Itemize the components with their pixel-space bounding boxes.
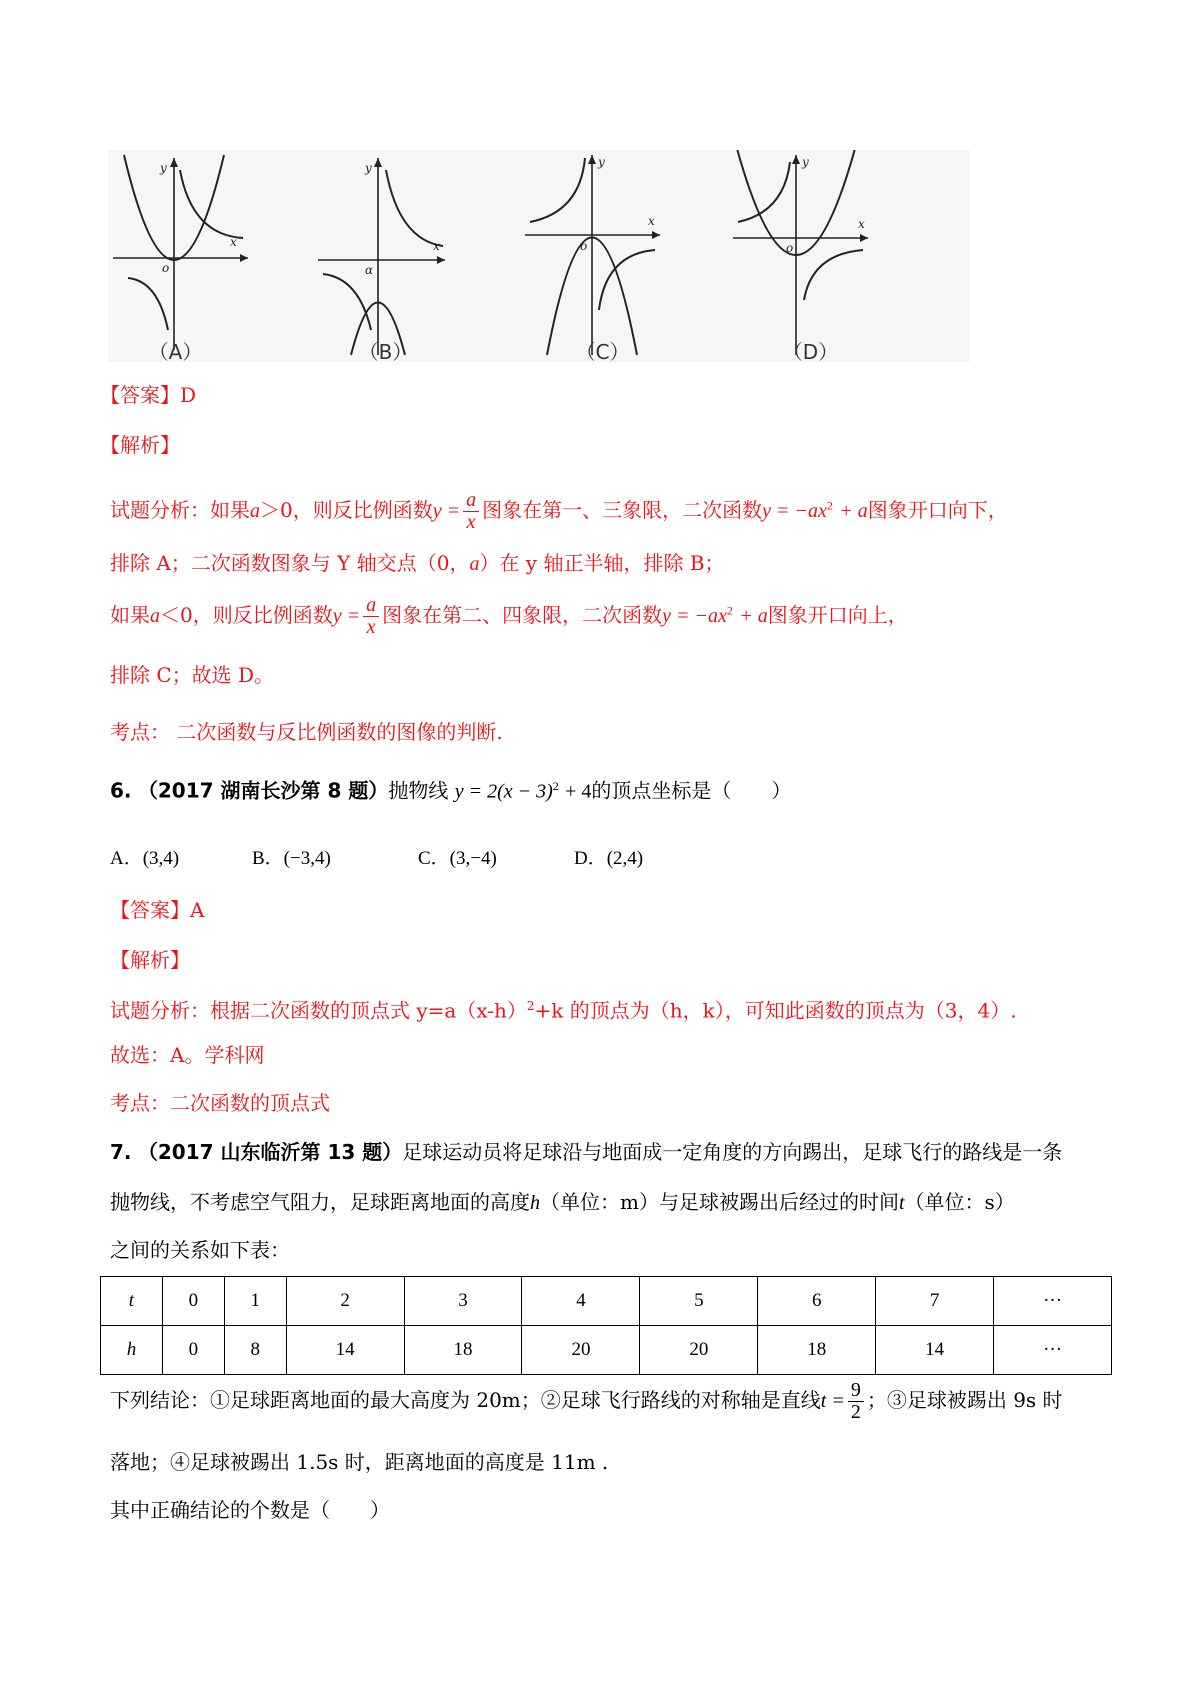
numerator: 9 — [848, 1380, 864, 1402]
table-cell: 8 — [224, 1326, 286, 1375]
numerator: a — [463, 490, 479, 512]
q7-stem-line-3: 之间的关系如下表： — [110, 1238, 290, 1262]
q5-analysis-line-4: 排除 C；故选 D。 — [110, 663, 275, 687]
expr: y = −ax — [762, 500, 827, 522]
y-axis-label: y — [598, 155, 605, 169]
table-cell: 0 — [162, 1326, 224, 1375]
x-axis-label: x — [230, 235, 237, 249]
text: ；③足球被踢出 9s 时 — [866, 1388, 1063, 1412]
expr: + 4 — [565, 780, 592, 803]
height-time-table — [100, 1276, 1112, 1375]
text: （单位：m）与足球被踢出后经过的时间 — [540, 1190, 899, 1214]
q6-option-b[interactable]: B．(−3,4) — [252, 848, 331, 869]
x-axis-label: x — [433, 239, 440, 253]
q6-stem — [110, 780, 791, 802]
text: （单位：s） — [904, 1190, 1015, 1214]
origin-label: o — [580, 239, 588, 253]
var-a: a — [469, 553, 480, 575]
exponent: 2 — [826, 498, 833, 513]
q7-question: 其中正确结论的个数是（ ） — [110, 1498, 390, 1522]
q7-stem-line-1 — [110, 1142, 1062, 1162]
answer-label: 【答案】 — [100, 383, 180, 407]
expr: y = — [332, 605, 361, 627]
graph-d — [728, 150, 943, 362]
text: 排除 A；二次函数图象与 Y 轴交点（0， — [110, 551, 470, 575]
denominator: x — [466, 511, 476, 533]
graph-a-label: （A） — [148, 340, 203, 364]
question-number: 7. — [110, 1140, 132, 1164]
q5-analysis-line-3 — [110, 595, 908, 638]
table-cell: 2 — [286, 1277, 404, 1326]
y-axis-label: y — [160, 161, 167, 175]
graph-b — [313, 150, 528, 362]
exponent: 2 — [552, 779, 559, 793]
text: ＜0，则反比例函数 — [160, 603, 333, 627]
table-cell: 20 — [522, 1326, 640, 1375]
expr: + a — [839, 500, 868, 522]
q5-analysis-line-1 — [110, 490, 1008, 538]
table-cell: 20 — [640, 1326, 758, 1375]
text: 图象开口向上， — [767, 603, 908, 627]
expr: y = — [432, 500, 461, 522]
q6-option-c[interactable]: C．(3,−4) — [418, 848, 497, 869]
text: 图象在第二、四象限，二次函数 — [382, 603, 663, 627]
graph-b-plot — [313, 150, 528, 362]
table-row-h — [101, 1326, 1112, 1375]
q6-option-d[interactable]: D．(2,4) — [574, 848, 644, 869]
text: 试题分析：根据二次函数的顶点式 y=a（x-h） — [110, 998, 527, 1023]
x-axis-label: x — [858, 217, 865, 231]
text: 的顶点坐标是（ ） — [591, 778, 792, 803]
graph-d-label: （D） — [782, 340, 839, 364]
q6-analysis — [110, 1000, 1017, 1021]
q6-option-a[interactable]: A．(3,4) — [110, 848, 180, 869]
var-h: h — [530, 1192, 540, 1214]
denominator: x — [366, 616, 376, 638]
expr: y = 2(x − 3) — [454, 780, 553, 803]
table-cell: 6 — [758, 1277, 876, 1326]
graph-a — [108, 150, 323, 362]
table-cell: 18 — [758, 1326, 876, 1375]
q6-analysis-label: 【解析】 — [110, 948, 190, 972]
graph-a-plot — [108, 150, 323, 362]
question-source: （2017 湖南长沙第 8 题） — [137, 778, 389, 803]
var-a: a — [150, 605, 160, 627]
graph-b-label: （B） — [358, 340, 413, 364]
text: 试题分析：如果 — [110, 498, 250, 522]
expr: t = — [820, 1390, 845, 1412]
table-cell: 14 — [876, 1326, 994, 1375]
var-a: a — [250, 500, 260, 522]
q7-stem-line-2 — [110, 1192, 1015, 1213]
table-cell: t — [101, 1277, 163, 1326]
table-cell: 0 — [162, 1277, 224, 1326]
text: 如果 — [110, 603, 150, 627]
fraction-a-over-x — [363, 595, 379, 638]
q7-conclusions-line-1 — [110, 1380, 1063, 1423]
origin-label: α — [365, 263, 374, 277]
text: 抛物线 — [388, 778, 449, 803]
table-cell: ··· — [994, 1326, 1112, 1375]
table-cell: 3 — [404, 1277, 522, 1326]
graph-c-label: （C） — [575, 340, 630, 364]
origin-label: o — [786, 241, 794, 255]
text: 下列结论：①足球距离地面的最大高度为 20m；②足球飞行路线的对称轴是直线 — [110, 1388, 821, 1412]
text: 足球运动员将足球沿与地面成一定角度的方向踢出，足球飞行的路线是一条 — [402, 1140, 1063, 1164]
graph-d-plot — [728, 150, 943, 362]
denominator: 2 — [850, 1401, 861, 1423]
q6-choose: 故选：A。学科网 — [110, 1043, 265, 1067]
text: 图象在第一、三象限，二次函数 — [482, 498, 763, 522]
y-axis-label: y — [365, 161, 372, 175]
q5-analysis-label: 【解析】 — [100, 433, 180, 457]
table-row-t — [101, 1277, 1112, 1326]
fraction-a-over-x — [463, 490, 479, 533]
q6-kaodian: 考点：二次函数的顶点式 — [110, 1091, 330, 1115]
q7-conclusions-line-2: 落地；④足球被踢出 1.5s 时，距离地面的高度是 11m . — [110, 1450, 609, 1474]
table-cell: 1 — [224, 1277, 286, 1326]
table-cell: ··· — [994, 1277, 1112, 1326]
table-cell: h — [101, 1326, 163, 1375]
exponent: 2 — [726, 603, 733, 618]
table-cell: 14 — [286, 1326, 404, 1375]
text: ）在 y 轴正半轴，排除 B； — [479, 551, 725, 575]
text: +k 的顶点为（h，k），可知此函数的顶点为（3，4）. — [534, 998, 1017, 1023]
numerator: a — [363, 595, 379, 617]
var-t: t — [898, 1192, 905, 1214]
y-axis-label: y — [802, 155, 809, 169]
graph-c — [520, 150, 735, 362]
text: 抛物线，不考虑空气阻力，足球距离地面的高度 — [110, 1190, 530, 1214]
text: 图象开口向下， — [867, 498, 1008, 522]
answer-label: 【答案】 — [110, 898, 190, 922]
table-cell: 18 — [404, 1326, 522, 1375]
answer-value: D — [180, 383, 197, 407]
q6-answer — [110, 900, 204, 920]
exponent: 2 — [526, 999, 535, 1013]
question-source: （2017 山东临沂第 13 题） — [137, 1140, 403, 1164]
graph-c-plot — [520, 150, 735, 362]
text: ＞0，则反比例函数 — [260, 498, 433, 522]
answer-value: A — [190, 898, 205, 922]
question-number: 6. — [110, 778, 132, 803]
table-cell: 5 — [640, 1277, 758, 1326]
fraction-9-over-2 — [848, 1380, 864, 1423]
function-graphs-figure — [108, 150, 970, 362]
expr: + a — [739, 605, 768, 627]
table-cell: 7 — [876, 1277, 994, 1326]
table-cell: 4 — [522, 1277, 640, 1326]
expr: y = −ax — [662, 605, 727, 627]
q5-kaodian: 考点： 二次函数与反比例函数的图像的判断. — [110, 720, 503, 744]
q5-answer — [100, 385, 196, 405]
q5-analysis-line-2 — [110, 553, 725, 574]
x-axis-label: x — [648, 214, 655, 228]
origin-label: o — [162, 261, 170, 275]
